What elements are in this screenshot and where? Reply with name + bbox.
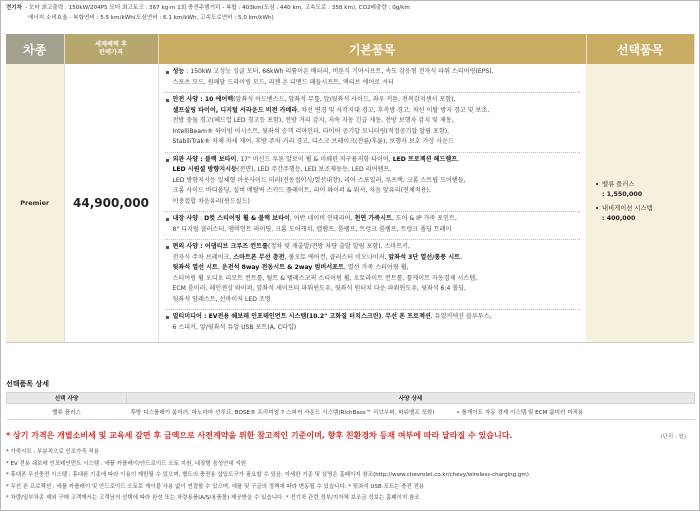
- spec-line-1: [6, 3, 694, 13]
- footnote: * EV 전용 쉐보레 인포테인먼트 시스템 : 애플 카플레이/안드로이드 오토 지원, 내장형 음성안내 지원: [6, 460, 247, 467]
- basic-item-line: 크롬 사이드 바디몰딩, 실버 메탈릭 스키드 플레이트, 리어 와이퍼 & 워셔, 차음 앞유리(전체적용),: [172, 187, 431, 194]
- table-row-premier: [6, 64, 694, 343]
- basic-item-line: 스포츠 모드, 원페달 드라이빙 모드, 리젠 온 디맨드 패들시프트, 액티브 에어로 셔터: [172, 78, 394, 86]
- selection-table: [6, 392, 695, 420]
- header-price-line2: 판매가격: [99, 49, 123, 56]
- selection-header-option: 선택 사양: [7, 393, 127, 404]
- price-notice: * 상기 가격은 개별소비세 및 교육세 감면 후 금액으로 사전계약을 위한 참고적인 기준이며, 향후 친환경차 등재 여부에 따라 달라질 수 있습니다.: [6, 431, 513, 440]
- selection-option-name: 밸류 플러스: [7, 404, 127, 420]
- basic-item-group: [165, 312, 581, 337]
- basic-item-line: 전방 충돌 경고(헤드업 LED 경고등 포함), 전방 거리 감지, 저속 자동 긴급 제동, 전방 보행자 감지 및 제동,: [172, 117, 454, 124]
- basic-item-line: LED 시퀀셜 방향지시등(전면), LED 주간주행등, LED 보조제동등, LED 리어램프,: [172, 166, 392, 173]
- basic-item-line: 스티어링 휠 오디오 리모트 컨트롤, 틸트 & 텔레스코픽 스티어링 휠, 오토라이트 컨트롤, 툴게이트 자동경제 시스템,: [172, 274, 478, 282]
- footnote: * 휴대폰 무선충전 시스템 : 휴대폰 기종에 따라 이용이 제한될 수 있으며, 별도의 충전용 삽입도구가 필요할 수 있음. 자세한 기종 및 설명은 홈페이지 참조(http://www.chevrolet.co.kr/chevy/wireless-charging.gm): [6, 472, 529, 478]
- spec-line-2: 에너지 소비효율 - 복합연비 : 5.5 km/kWh(도심연비 : 6.1 km/kWh, 고속도로연비 : 5.0 km/kWh): [28, 15, 274, 21]
- selection-title: 선택품목 상세: [6, 380, 50, 388]
- basic-item-line: ECM 룸미러, 레인센싱 와이퍼, 앞좌석 세이프티 파워윈도우, 뒷좌석 원터치 다운 파워윈도우, 뒷좌석 6:4 폴딩,: [172, 285, 466, 292]
- header-price-line1: 세제혜택 후: [94, 41, 128, 48]
- basic-item-line: 6 스피커, 앞/뒷좌석 듀얼 USB 포트(A, C타입): [172, 323, 297, 331]
- basic-item-line: 편의 사양 : 어댑티브 크루즈 컨트롤(정차 및 재출발/전방 차량 출발 알림 포함), 스마트키,: [172, 243, 410, 250]
- option-price-navigation: : 400,000: [602, 215, 636, 222]
- basic-item-line: 뒷좌석 암레스트, 선바이저 LED 조명: [172, 295, 271, 303]
- basic-item-line: 내장 사양 : D컷 스티어링 휠 & 블랙 보타이, 어반 네이비 인테리어, 천연 가죽시트, 도어 & IP 가죽 포인트,: [172, 215, 457, 222]
- basic-item-group: [165, 95, 581, 153]
- selection-detail-note: • 툴게이트 자동 경제 시스템 및 ECM 룸미러 미적용: [456, 409, 584, 416]
- header-basic: 기본품목: [158, 34, 586, 64]
- price-table: [6, 34, 695, 343]
- option-price-value-plus: : 1,550,000: [602, 191, 643, 198]
- basic-item-line: 외관 사양 : 블랙 보타이, 17" 머신드 투톤 알로이 휠 & 미쉐린 저구름저항 타이어, LED 프로젝션 헤드램프,: [172, 155, 460, 163]
- basic-item-group: [165, 214, 581, 240]
- basic-item-line: 멀티미디어 : EV전용 쉐보레 인포테인먼트 시스템(10.2" 고화질 터치스크린), 무선 폰 프로젝션, 듀얼커넥션 블루투스,: [172, 313, 492, 320]
- basic-item-group: [165, 155, 581, 213]
- selection-header-detail: 사양 상세: [127, 393, 695, 404]
- basic-item-line: 뒷좌석 열선 시트, 운전석 8way 전동시트 & 2way 럼버서포트, 열선 가죽 스티어링 휠,: [172, 264, 409, 271]
- basic-item-line: 셀프실링 타이어, 디지털 서라운드 비전 카메라, 차선 변경 및 사각지대 경고, 후측방 경고, 차선 이탈 방지 경고 및 보조,: [172, 106, 490, 114]
- basic-item-line: 성능 : 150kW 고성능 싱글 모터, 66kWh 리튬이온 배터리, 버튼식 기어시프트, 속도 감응형 전자식 파워 스티어링(EPS),: [172, 68, 494, 75]
- option-name-value-plus: 밸류 플러스: [596, 179, 694, 190]
- footnote: * 가죽시트 : 부분적으로 인조가죽 적용: [6, 449, 100, 455]
- trim-name: Premier: [6, 64, 64, 343]
- basic-item-line: StabiliTrak® 차체 자세 제어, 후방 주차 거리 경고, 디스크 브레이크(전륜/후륜), 보행자 보호 가상 사운드: [172, 138, 454, 145]
- unit-label: (단위 : 원): [660, 434, 686, 440]
- header-trim: 차종: [6, 34, 64, 64]
- option-items: [586, 64, 694, 343]
- basic-item-group: [165, 242, 581, 310]
- selection-row: [7, 404, 695, 420]
- spec-text-1: - 모터 최고출력 : 150kW/204PS 모터 최고토크 : 367 kg·m 1회 충전주행거리 - 복합 : 403km(도심 : 440 km, 고속도로 : 358 km), CO2배출량 : 0g/km: [25, 5, 410, 11]
- table-header-row: [6, 34, 694, 64]
- selection-option-detail: [127, 404, 695, 420]
- selection-header-row: [7, 393, 695, 404]
- footnote: * 무선 폰 프로젝션 : 애플 카플레이 및 안드로이드 오토로 게이블 사용 없이 연결할 수 있으며, 애플 및 구글의 정책에 따라 변동될 수 있습니다. * 뒷좌석 USB 포트는 충전 전용: [6, 483, 425, 490]
- footnotes: [6, 447, 694, 505]
- basic-item-line: IntelliBeam® 하이빔 어시스트, 뒷좌석 승객 리마인더, 타이어 공기압 모니터링(적정공기압 알림 포함),: [172, 127, 450, 135]
- basic-items: [158, 64, 586, 343]
- basic-item-line: LED 방향지시등 일체형 아웃사이드 미러(전동접이식/열선내장), 리어 스포일러, 루프랙, 크롬 스트립 도어핸들,: [172, 176, 466, 184]
- basic-item-line: 전자식 주차 브레이크, 스마트폰 무선 충전, 풀오토 에어컨, 클러스터 이오나이저, 앞좌석 3단 열선/통풍 시트,: [172, 253, 463, 261]
- basic-item-line: 이중접합 차음유리(윈드실드): [172, 197, 250, 205]
- basic-item-line: 안전 사양 : 10 에어백(앞좌석 어드밴스드, 앞좌석 무릎, 앞/뒷좌석 사이드, 좌우 커튼, 전복감지센서 포함),: [172, 96, 456, 103]
- spec-block: [6, 3, 694, 23]
- trim-price: 44,900,000: [64, 64, 158, 343]
- basic-item-line: 8" 디지털 클러스터, 앰비언트 라이팅, 크롬 도어캐치, 맵램프, 룸램프, 트렁크 룸램프, 트렁크 폴딩 트레이: [172, 225, 452, 233]
- header-price: [64, 34, 158, 64]
- spec-label: 전기차: [6, 5, 23, 11]
- basic-item-group: [165, 67, 581, 93]
- selection-detail-main: 후방 디스플레이 룸미러, 파노라마 선루프, BOSE® 프리미엄 7 스피커 사운드 시스템(RichBass™ 서브우퍼, 파워앰프 포함): [130, 409, 435, 416]
- footnote: * 차량/일부차종 제외 구매 고객께서는 고객님의 선택에 따라 완성 또는 차량용품(A/S/용품몰) 제공받을 수 있습니다. * 전기차 관련 정부/지자체 보조금 정보는 홈페이지 참조: [6, 495, 420, 501]
- header-options: 선택품목: [586, 34, 694, 64]
- option-name-navigation: 내비게이션 시스템: [596, 203, 694, 214]
